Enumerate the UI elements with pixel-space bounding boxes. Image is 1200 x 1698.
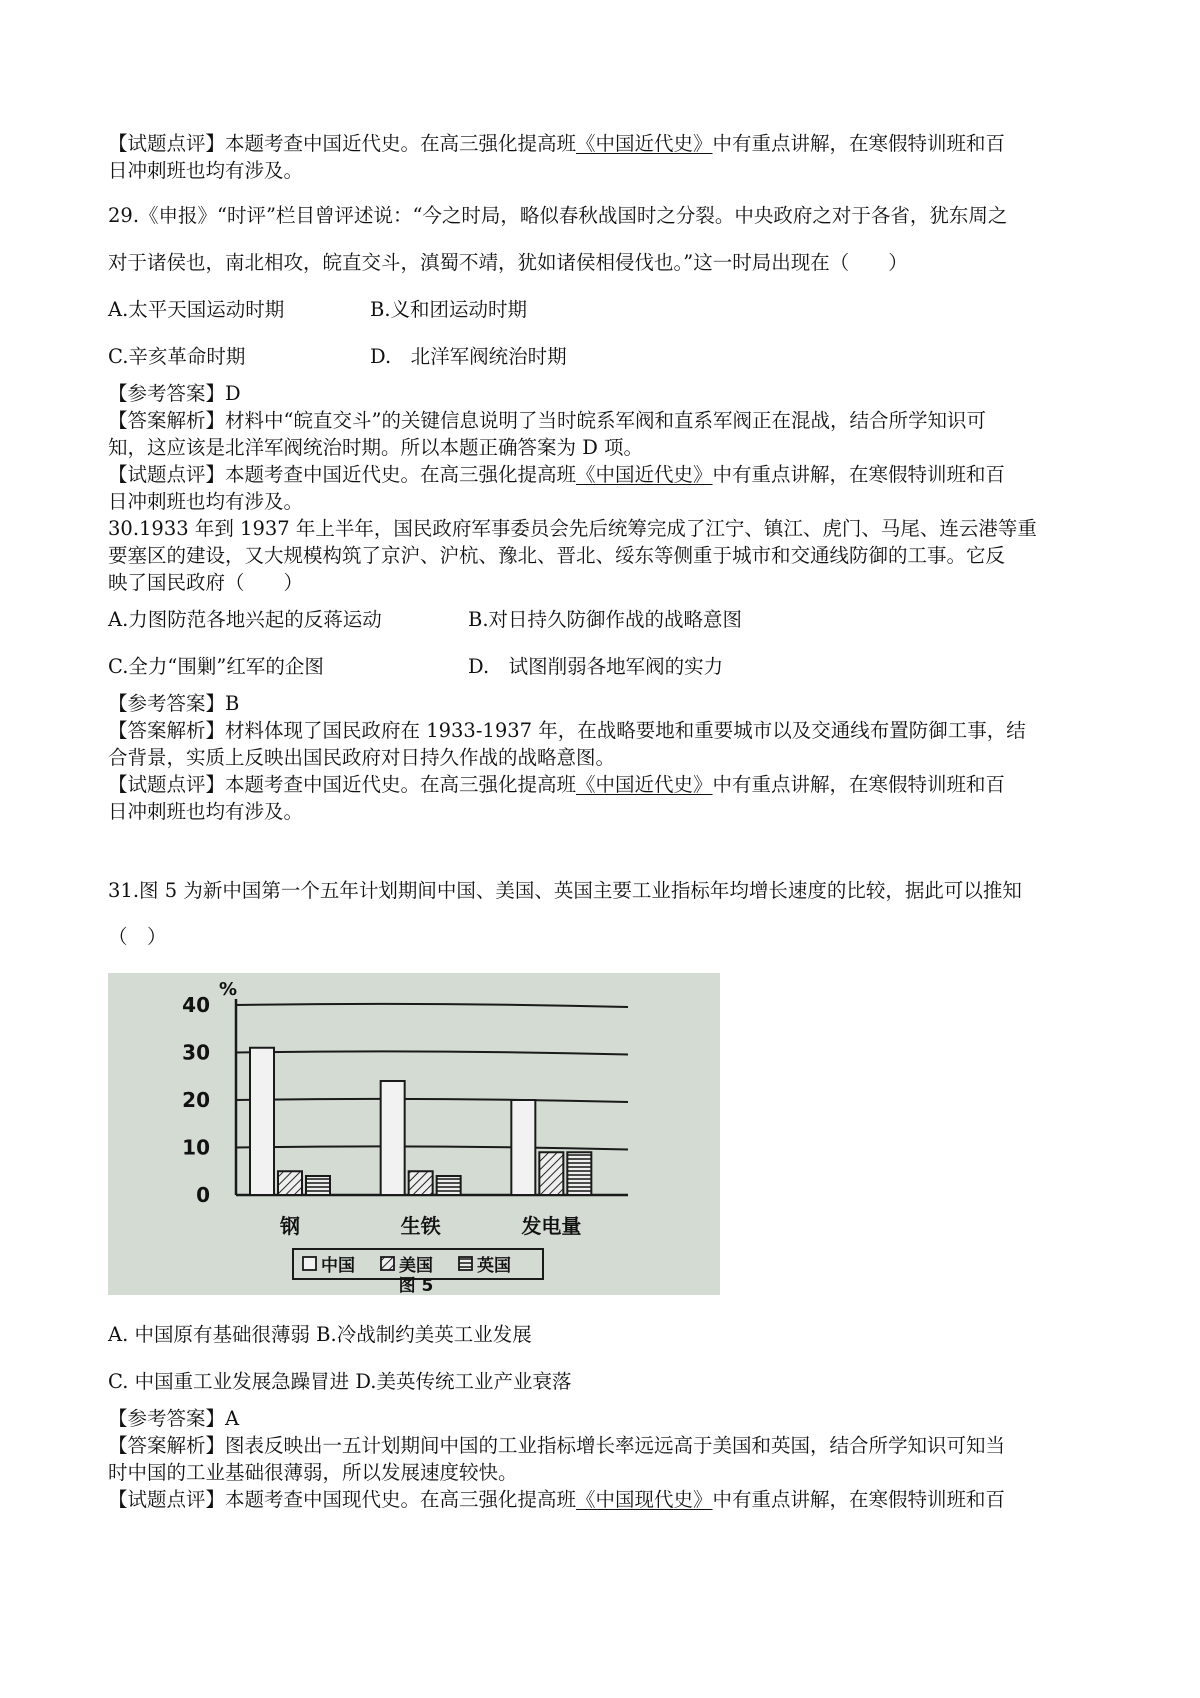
category-label: 生铁 [400,1214,441,1238]
bar-美国-生铁 [409,1171,433,1195]
book-title: 《中国近代史》 [576,463,713,486]
question-30-stem-line3: 映了国民政府（ ） [108,571,304,594]
question-30-options-ab [108,596,1098,643]
question-29-review-line2: 日冲刺班也均有涉及。 [108,490,304,513]
question-30-review [108,771,1098,798]
y-tick-label: 0 [196,1183,210,1207]
bar-美国-发电量 [539,1152,563,1195]
book-title: 《中国近代史》 [576,132,713,155]
gridline [236,1051,628,1054]
question-29-stem-line2: 对于诸侯也，南北相攻，皖直交斗，滇蜀不靖，犹如诸侯相侵伐也。”这一时局出现在（ ） [108,251,908,274]
y-tick-label: 10 [182,1135,210,1160]
legend-label: 中国 [321,1256,355,1276]
y-tick-label: 20 [182,1088,210,1112]
option-c: C.全力“围剿”红军的企图 [108,655,324,678]
y-axis-unit: % [218,979,238,1000]
chart-svg [108,973,720,1295]
review-text: 【试题点评】本题考查中国近代史。在高三强化提高班 [108,132,577,155]
gridline [236,1099,628,1102]
question-29-explanation-line2: 知，这应该是北洋军阀统治时期。所以本题正确答案为 D 项。 [108,436,644,459]
legend-label: 美国 [399,1256,433,1276]
gridline [236,1004,628,1007]
question-30-stem-line2: 要塞区的建设，又大规模构筑了京沪、沪杭、豫北、晋北、绥东等侧重于城市和交通线防御的工事。它反 [108,544,1006,567]
legend-swatch [459,1257,472,1270]
question-31-options-ab: A. 中国原有基础很薄弱 B.冷战制约美英工业发展 [108,1323,532,1346]
bar-英国-发电量 [567,1152,591,1195]
review-text-line2: 日冲刺班也均有涉及。 [108,159,304,182]
question-31-options-cd: C. 中国重工业发展急躁冒进 D.美英传统工业产业衰落 [108,1370,572,1393]
option-d: D. 试图削弱各地军阀的实力 [468,655,724,678]
gridline [236,1146,628,1149]
question-31-stem-line2: （ ） [108,925,167,948]
question-29-options-ab [108,286,1098,333]
option-a: A.力图防范各地兴起的反蒋运动 [108,608,382,631]
option-c: C.辛亥革命时期 [108,345,246,368]
question-30-stem: 30.1933 年到 1937 年上半年，国民政府军事委员会先后统筹完成了江宁、镇江、虎门、马尾、连云港等重 [108,517,1037,540]
review-text-rest: 中有重点讲解，在寒假特训班和百 [712,463,1006,486]
legend-label: 英国 [477,1256,511,1276]
review-text-rest: 中有重点讲解，在寒假特训班和百 [712,132,1006,155]
question-30-explanation: 【答案解析】材料体现了国民政府在 1933-1937 年，在战略要地和重要城市以及交通线布置防御工事，结 [108,719,1026,742]
option-b: B.义和团运动时期 [370,298,528,321]
review-text: 【试题点评】本题考查中国近代史。在高三强化提高班 [108,463,577,486]
figure-caption: 图 5 [398,1276,434,1295]
legend-swatch [381,1257,394,1270]
option-b: B.对日持久防御作战的战略意图 [468,608,743,631]
review-text-rest: 中有重点讲解，在寒假特训班和百 [712,1488,1006,1511]
figure-5-bar-chart [108,973,720,1295]
question-29-options-cd [108,333,1098,380]
bar-中国-生铁 [381,1081,405,1195]
question-31-answer: 【参考答案】A [108,1407,240,1430]
review-text: 【试题点评】本题考查中国近代史。在高三强化提高班 [108,773,577,796]
legend-swatch [303,1257,316,1270]
question-31-explanation: 【答案解析】图表反映出一五计划期间中国的工业指标增长率远远高于美国和英国，结合所学知识可知当 [108,1434,1006,1457]
document-page [108,130,1098,1513]
bar-中国-钢 [250,1048,274,1195]
book-title: 《中国现代史》 [576,1488,713,1511]
question-30-answer: 【参考答案】B [108,692,240,715]
question-30-review-line2: 日冲刺班也均有涉及。 [108,800,304,823]
question-31-stem: 31.图 5 为新中国第一个五年计划期间中国、美国、英国主要工业指标年均增长速度的比较，据此可以推知 [108,879,1022,902]
review-text: 【试题点评】本题考查中国现代史。在高三强化提高班 [108,1488,577,1511]
option-a: A.太平天国运动时期 [108,298,285,321]
review-text-rest: 中有重点讲解，在寒假特训班和百 [712,773,1006,796]
question-30-explanation-line2: 合背景，实质上反映出国民政府对日持久作战的战略意图。 [108,746,616,769]
question-29-stem: 29.《申报》“时评”栏目曾评述说：“今之时局，略似春秋战国时之分裂。中央政府之对于各省，犹东周之 [108,204,1008,227]
y-tick-label: 40 [182,993,210,1017]
book-title: 《中国近代史》 [576,773,713,796]
y-tick-label: 30 [182,1040,210,1065]
option-d: D. 北洋军阀统治时期 [370,345,567,368]
bar-中国-发电量 [511,1100,535,1195]
review-paragraph [108,130,1098,157]
bar-英国-生铁 [437,1176,461,1195]
question-29-answer: 【参考答案】D [108,382,241,405]
bar-英国-钢 [306,1176,330,1195]
category-label: 发电量 [521,1214,582,1238]
question-29-explanation: 【答案解析】材料中“皖直交斗”的关键信息说明了当时皖系军阀和直系军阀正在混战，结合所学知识可 [108,409,986,432]
question-30-options-cd [108,643,1098,690]
category-label: 钢 [280,1214,300,1238]
question-29-review [108,461,1098,488]
bar-美国-钢 [278,1171,302,1195]
question-31-explanation-line2: 时中国的工业基础很薄弱，所以发展速度较快。 [108,1461,518,1484]
question-31-review [108,1486,1098,1513]
